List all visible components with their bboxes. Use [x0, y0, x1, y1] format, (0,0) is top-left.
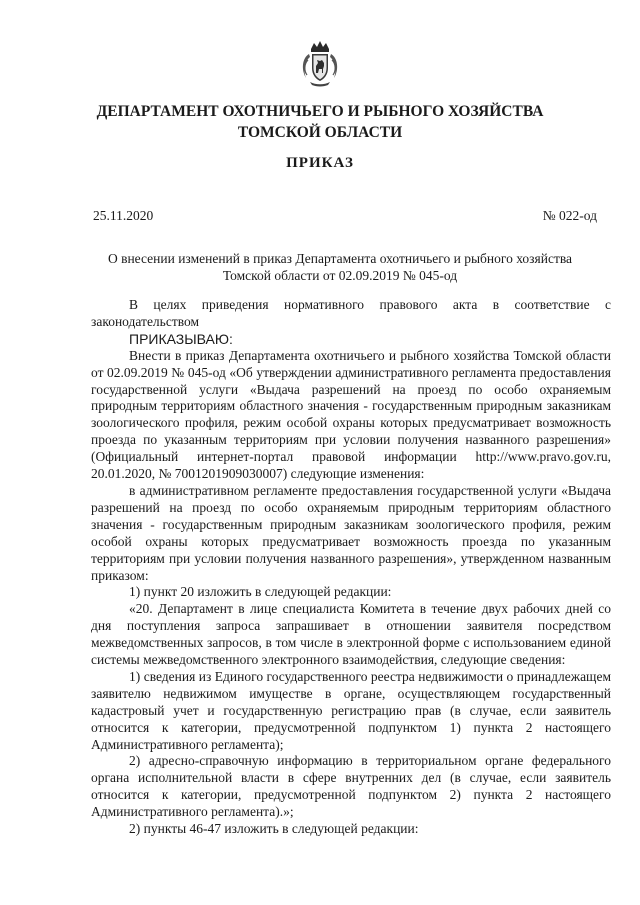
- paragraph-item-2: 2) пункты 46-47 изложить в следующей редакции:: [129, 821, 419, 837]
- paragraph-order-word: ПРИКАЗЫВАЮ:: [129, 330, 233, 347]
- coat-of-arms-emblem: [300, 40, 340, 88]
- subject-line1: О внесении изменений в приказ Департамента охотничьего и рыбного хозяйства: [107, 251, 573, 266]
- document-type-heading: ПРИКАЗ: [286, 155, 354, 171]
- document-number: № 022-од: [542, 208, 597, 223]
- paragraph-subitem-2: 2) адресно-справочную информацию в территориальном органе федерального органа исполнительной власти в сфере внутренних дел (в случае, если заявитель относится к категории, предусмотренной подпунктом 2) пункта 2 настоящего Административного регламента).»;: [91, 753, 611, 820]
- paragraph-item-1: 1) пункт 20 изложить в следующей редакции:: [129, 584, 392, 600]
- paragraph-amendment-intro: Внести в приказ Департамента охотничьего и рыбного хозяйства Томской области от 02.09.2019 № 045-од «Об утверждении административного регламента предоставления государственной услуги «Выдача разрешений на проезд по особо охраняемым природным территориям областного значения - государственным природным заказникам зоологического профиля, режим особой охраны которых предусматривает возможность проезда по указанным территориям при условии получения названного разрешения» (Официальный интернет-портал правовой информации http://www.pravo.gov.ru, 20.01.2020, № 7001201909030007) следующие изменения:: [91, 347, 611, 482]
- department-title-line1: ДЕПАРТАМЕНТ ОХОТНИЧЬЕГО И РЫБНОГО ХОЗЯЙСТВА: [96, 103, 544, 120]
- document-subject: [80, 250, 600, 284]
- paragraph-preamble: В целях приведения нормативного правового акта в соответствие с законодательством: [91, 297, 611, 329]
- department-title-line2: ТОМСКОЙ ОБЛАСТИ: [237, 124, 403, 141]
- document-date: 25.11.2020: [93, 208, 154, 223]
- paragraph-subitem-1: 1) сведения из Единого государственного реестра недвижимости о принадлежащем заявителю недвижимом имуществе в органе, осуществляющем государственный кадастровый учет и государственную регистрацию прав (в случае, если заявитель относится к категории, предусмотренной подпунктом 1) пункта 2 настоящего Административного регламента);: [91, 668, 611, 752]
- department-title: [0, 101, 640, 143]
- document-body: [91, 297, 611, 838]
- subject-line2: Томской области от 02.09.2019 № 045-од: [222, 268, 458, 283]
- paragraph-clause-20: «20. Департамент в лице специалиста Комитета в течение двух рабочих дней со дня поступления запроса запрашивает в отношении заявителя посредством межведомственных запросов, в том числе в электронной форме с использованием единой системы межведомственного электронного взаимодействия, следующие сведения:: [91, 601, 611, 668]
- paragraph-regulation-ref: в административном регламенте предоставления государственной услуги «Выдача разрешений на проезд по особо охраняемым природным территориям областного значения - государственным природным заказникам зоологического профиля, режим особой охраны которых предусматривает возможность проезда по указанным территориям при условии получения названного разрешения», утвержденном названным приказом:: [91, 482, 611, 583]
